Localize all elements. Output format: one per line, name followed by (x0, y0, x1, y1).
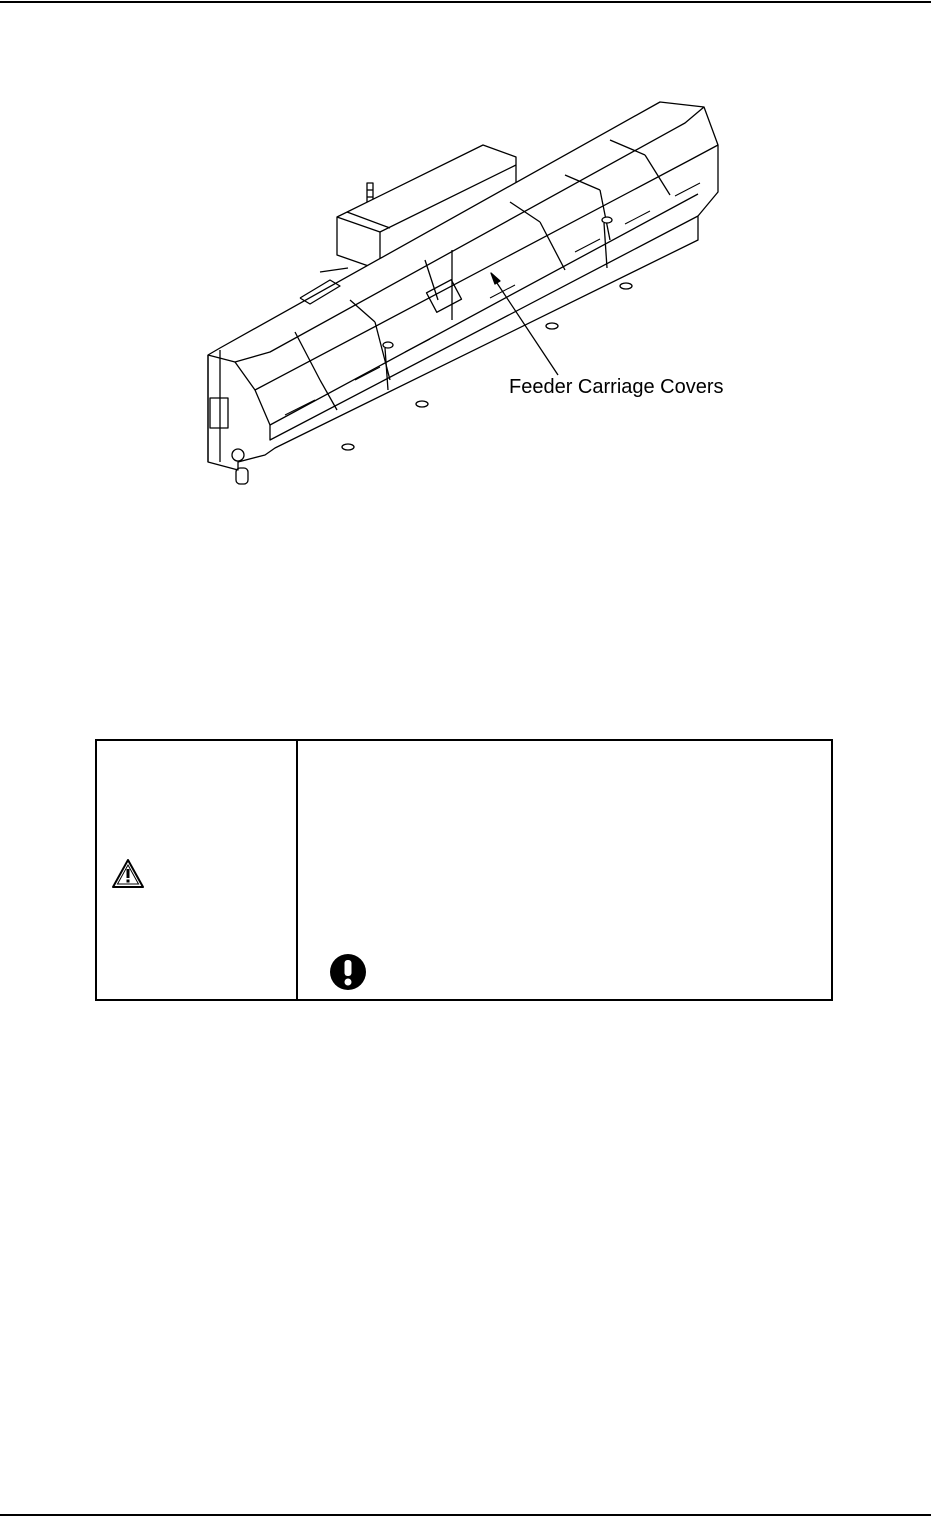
warning-triangle-icon (111, 857, 145, 889)
caution-divider (296, 741, 298, 999)
header-rule (0, 1, 931, 3)
machine-illustration (190, 90, 750, 500)
footer-rule (0, 1514, 931, 1516)
mandatory-action-icon (329, 953, 367, 991)
feeder-carriage-covers-label: Feeder Carriage Covers (509, 376, 724, 398)
caution-box (95, 739, 833, 1001)
